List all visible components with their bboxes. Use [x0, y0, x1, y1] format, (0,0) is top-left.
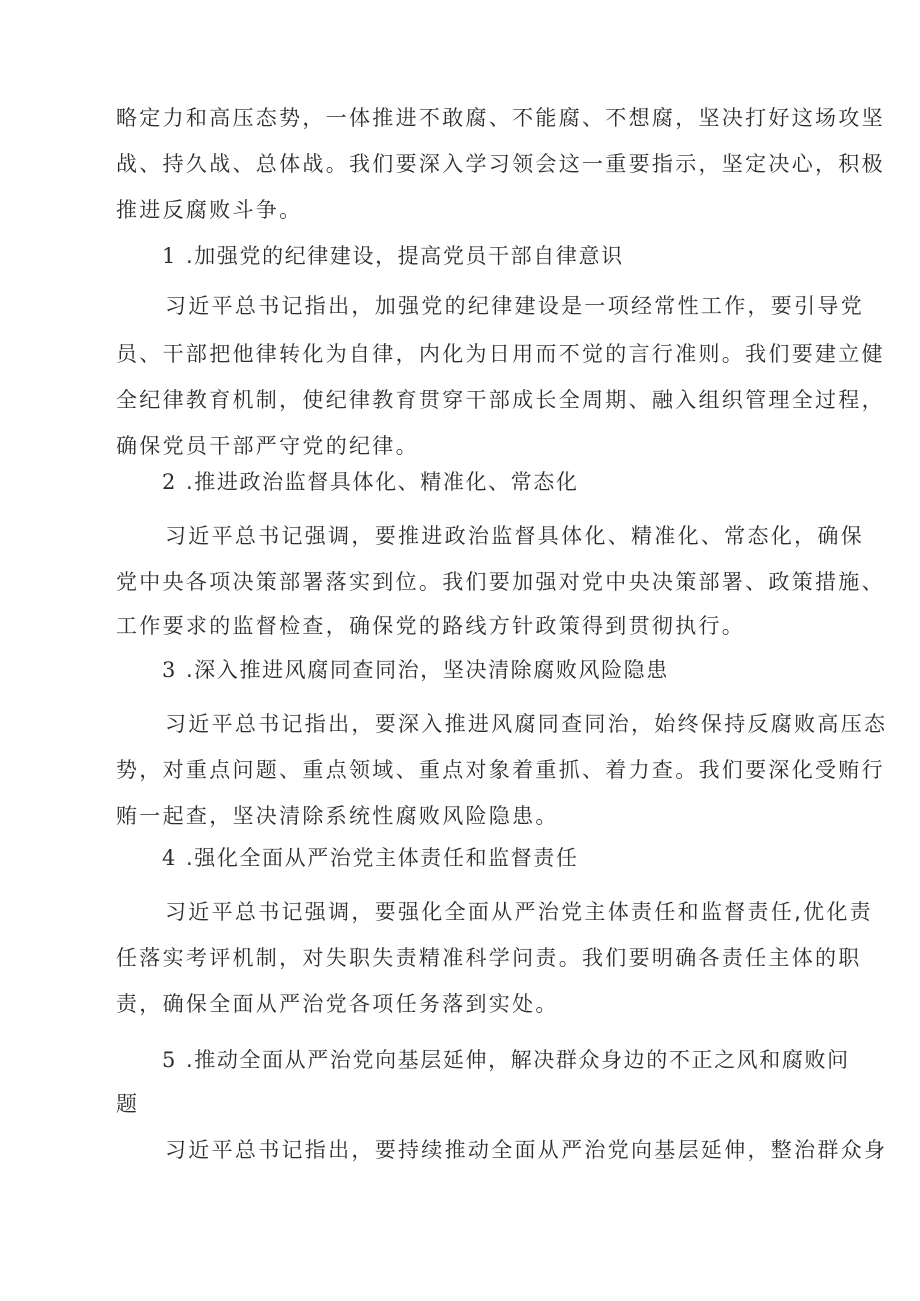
intro-line-1: 略定力和高压态势，一体推进不敢腐、不能腐、不想腐，坚决打好这场攻坚 [116, 106, 885, 130]
section-4-body-line-1: 习近平总书记强调，要强化全面从严治党主体责任和监督责任,优化责 [165, 900, 873, 924]
intro-line-3: 推进反腐败斗争。 [116, 198, 303, 222]
section-1-number: 1 [162, 244, 177, 268]
section-5-number: 5 [162, 1048, 177, 1072]
section-4-heading [162, 844, 578, 872]
section-4-title: .强化全面从严治党主体责任和监督责任 [186, 846, 579, 870]
section-1-body-line-3: 全纪律教育机制，使纪律教育贯穿干部成长全周期、融入组织管理全过程， [116, 388, 885, 412]
section-3-title: .深入推进风腐同查同治，坚决清除腐败风险隐患 [186, 658, 669, 682]
section-3-heading [162, 656, 669, 684]
section-1-heading [162, 242, 624, 270]
intro-line-2: 战、持久战、总体战。我们要深入学习领会这一重要指示，坚定决心，积极 [116, 152, 885, 176]
section-2-heading [162, 468, 578, 496]
section-2-body-line-1: 习近平总书记强调，要推进政治监督具体化、精准化、常态化，确保 [165, 524, 864, 548]
section-5-title: .推动全面从严治党向基层延伸，解决群众身边的不正之风和腐败问 [186, 1048, 850, 1072]
section-5-body-line-1: 习近平总书记指出，要持续推动全面从严治党向基层延伸，整治群众身 [165, 1138, 888, 1162]
section-1-body-line-2: 员、干部把他律转化为自律，内化为日用而不觉的言行准则。我们要建立健 [116, 342, 885, 366]
section-1-body-line-4: 确保党员干部严守党的纪律。 [116, 434, 419, 458]
section-3-number: 3 [162, 658, 177, 682]
section-2-number: 2 [162, 470, 177, 494]
section-3-body-line-3: 贿一起查，坚决清除系统性腐败风险隐患。 [116, 804, 559, 828]
section-5-heading [162, 1046, 850, 1074]
section-4-body-line-3: 责，确保全面从严治党各项任务落到实处。 [116, 992, 559, 1016]
section-4-body-line-2: 任落实考评机制，对失职失责精准科学问责。我们要明确各责任主体的职 [116, 946, 862, 970]
section-1-title: .加强党的纪律建设，提高党员干部自律意识 [186, 244, 624, 268]
section-4-number: 4 [162, 846, 177, 870]
section-1-body-line-1: 习近平总书记指出，加强党的纪律建设是一项经常性工作，要引导党 [165, 294, 864, 318]
section-2-body-line-3: 工作要求的监督检查，确保党的路线方针政策得到贯彻执行。 [116, 614, 746, 638]
section-5-heading-continued: 题 [116, 1092, 140, 1116]
section-3-body-line-2: 势，对重点问题、重点领域、重点对象着重抓、着力查。我们要深化受贿行 [116, 758, 885, 782]
section-3-body-line-1: 习近平总书记指出，要深入推进风腐同查同治，始终保持反腐败高压态 [165, 712, 888, 736]
section-2-body-line-2: 党中央各项决策部署落实到位。我们要加强对党中央决策部署、政策措施、 [116, 570, 885, 594]
section-2-title: .推进政治监督具体化、精准化、常态化 [186, 470, 579, 494]
